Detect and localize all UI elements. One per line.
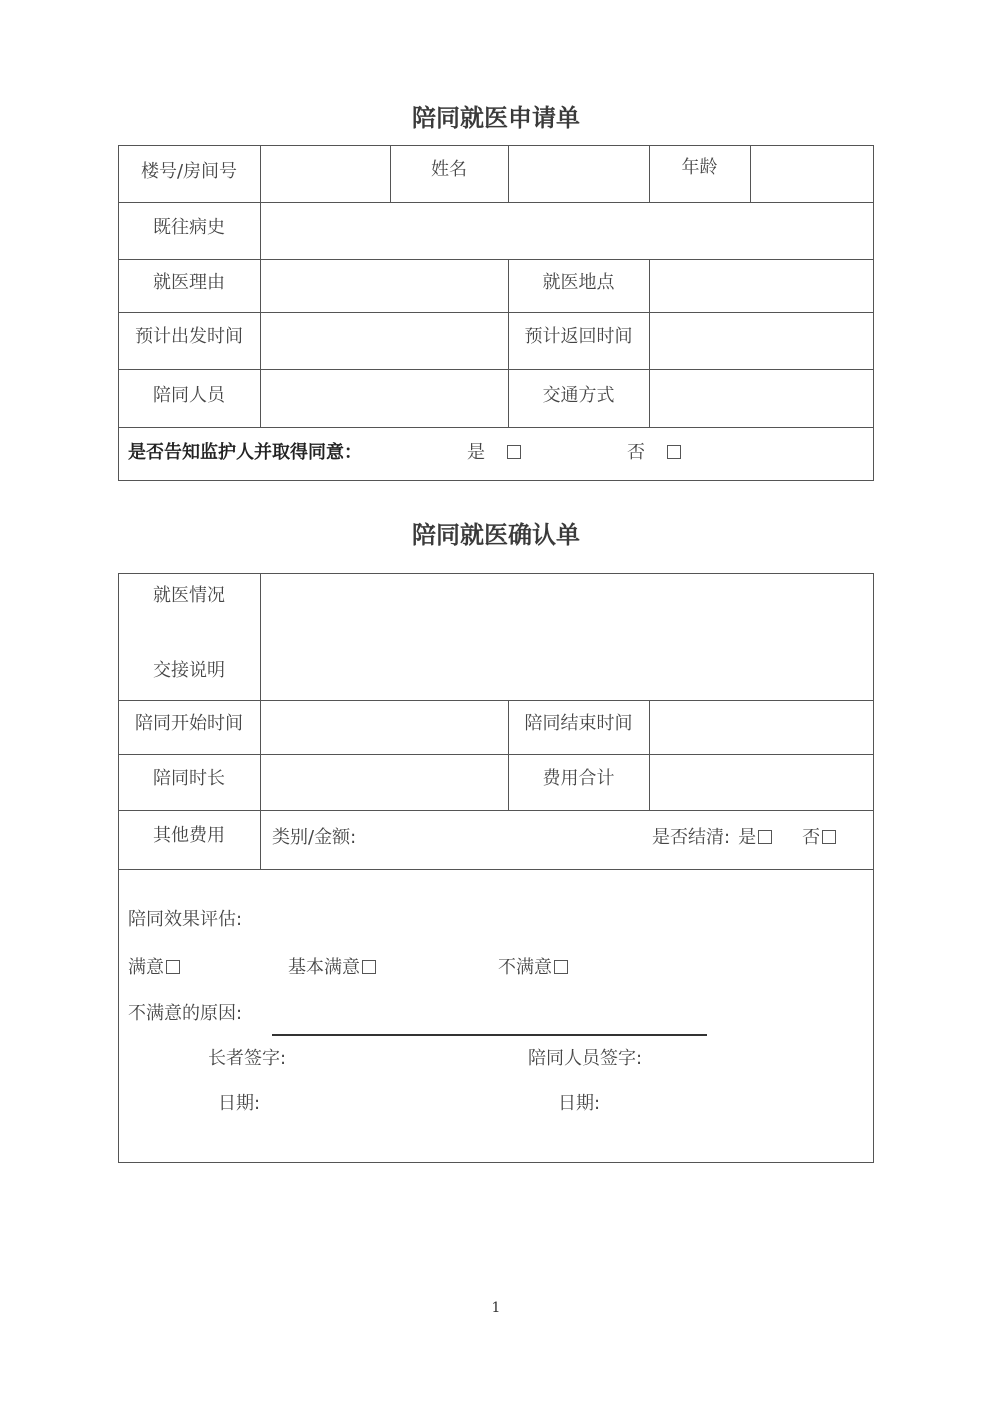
age-field[interactable] <box>751 146 873 202</box>
handover-label: 交接说明 <box>153 660 225 681</box>
satisfied-label: 满意 <box>128 957 164 978</box>
visit-status-label: 就医情况 <box>153 585 225 606</box>
transport-label: 交通方式 <box>542 385 615 406</box>
table-row-line <box>118 427 874 428</box>
dissatisfied-checkbox[interactable] <box>554 960 568 974</box>
reason-label: 就医理由 <box>153 272 225 293</box>
duration-label: 陪同时长 <box>153 768 225 789</box>
table-border-line <box>873 145 874 481</box>
escort-date-label: 日期: <box>558 1093 601 1114</box>
location-label: 就医地点 <box>542 272 615 293</box>
table-border-line <box>873 573 874 1163</box>
table-border-line <box>118 480 874 481</box>
dissatisfied-reason-label: 不满意的原因: <box>128 1003 243 1024</box>
total-cost-field[interactable] <box>650 755 873 810</box>
consent-yes-option <box>467 443 521 463</box>
elder-signature-label: 长者签字: <box>208 1048 287 1069</box>
table-row-line <box>118 869 874 870</box>
basically-satisfied-option <box>288 958 376 978</box>
start-time-field[interactable] <box>261 701 508 754</box>
depart-time-field[interactable] <box>261 313 508 369</box>
settled-label: 是否结清: <box>652 827 731 848</box>
duration-field[interactable] <box>261 755 508 810</box>
category-amount-field[interactable] <box>380 820 630 860</box>
category-amount-label: 类别/金额: <box>272 827 357 848</box>
end-time-label: 陪同结束时间 <box>524 713 633 734</box>
settled-group <box>652 828 836 848</box>
elder-date-label: 日期: <box>218 1093 261 1114</box>
reason-field[interactable] <box>261 260 508 312</box>
depart-time-label: 预计出发时间 <box>135 326 243 347</box>
escort-signature-label: 陪同人员签字: <box>528 1048 643 1069</box>
age-label: 年龄 <box>681 157 718 178</box>
basically-satisfied-label: 基本满意 <box>288 957 360 978</box>
dissatisfied-option <box>498 958 568 978</box>
total-cost-label: 费用合计 <box>542 768 615 789</box>
dissatisfied-reason-field[interactable] <box>272 1000 707 1034</box>
settled-yes-label: 是 <box>738 827 757 848</box>
consent-no-label: 否 <box>627 442 645 463</box>
location-field[interactable] <box>650 260 873 312</box>
satisfied-option <box>128 958 180 978</box>
end-time-field[interactable] <box>650 701 873 754</box>
transport-field[interactable] <box>650 370 873 427</box>
confirmation-form-title: 陪同就医确认单 <box>412 521 580 549</box>
table-border-line <box>118 1162 874 1163</box>
return-time-field[interactable] <box>650 313 873 369</box>
dissatisfied-label: 不满意 <box>498 957 552 978</box>
consent-no-checkbox[interactable] <box>667 445 681 459</box>
room-field[interactable] <box>261 146 390 202</box>
name-field[interactable] <box>509 146 649 202</box>
consent-yes-checkbox[interactable] <box>507 445 521 459</box>
history-field[interactable] <box>261 203 873 259</box>
settled-no-label: 否 <box>802 827 821 848</box>
table-border-line <box>118 145 119 481</box>
settled-no-checkbox[interactable] <box>822 830 836 844</box>
consent-no-option <box>627 443 681 463</box>
settled-yes-checkbox[interactable] <box>758 830 772 844</box>
consent-yes-label: 是 <box>467 442 485 463</box>
basically-satisfied-checkbox[interactable] <box>362 960 376 974</box>
room-label: 楼号/房间号 <box>140 161 238 182</box>
name-label: 姓名 <box>431 159 467 180</box>
escort-label: 陪同人员 <box>153 385 225 406</box>
table-row-line <box>118 810 874 811</box>
page-number: 1 <box>491 1300 501 1316</box>
evaluation-label: 陪同效果评估: <box>128 909 243 930</box>
history-label: 既往病史 <box>153 217 225 238</box>
application-form-title: 陪同就医申请单 <box>412 104 580 132</box>
satisfied-checkbox[interactable] <box>166 960 180 974</box>
escort-field[interactable] <box>261 370 508 427</box>
visit-status-field[interactable] <box>261 574 873 700</box>
return-time-label: 预计返回时间 <box>524 326 633 347</box>
guardian-consent-label: 是否告知监护人并取得同意： <box>128 442 362 463</box>
start-time-label: 陪同开始时间 <box>135 713 243 734</box>
other-costs-label: 其他费用 <box>153 825 225 846</box>
reason-underline <box>272 1034 707 1036</box>
